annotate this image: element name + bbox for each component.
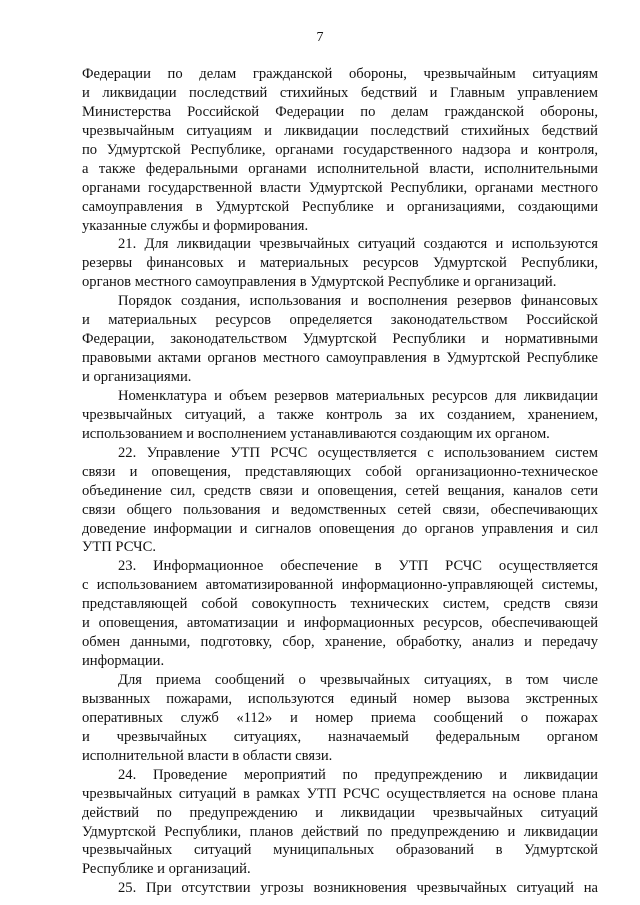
text-line: 22. Управление УТП РСЧС осуществляется с использованием систем (118, 444, 598, 461)
text-line: Республике и организаций. (82, 861, 251, 878)
text-line: Министерства Российской Федерации по делам гражданской обороны, (82, 103, 598, 120)
text-line: 24. Проведение мероприятий по предупреждению и ликвидации (118, 766, 598, 783)
text-line: органов местного самоуправления в Удмуртской Республике и организаций. (82, 274, 557, 291)
text-line: чрезвычайных ситуаций в рамках УТП РСЧС осуществляется на основе плана (82, 785, 598, 802)
text-line: объединение сил, средств связи и оповещения, сетей вещания, каналов сети (82, 482, 598, 499)
text-line: действий по предупреждению и ликвидации чрезвычайных ситуаций (82, 804, 598, 821)
text-line: и ликвидации последствий стихийных бедствий и Главным управлением (82, 84, 598, 101)
text-line: самоуправления в Удмуртской Республике и организациями, создающими (82, 198, 598, 215)
text-line: указанные службы и формирования. (82, 217, 309, 234)
document-text-body (82, 65, 598, 898)
text-line: правовыми актами органов местного самоуправления в Удмуртской Республике (82, 350, 598, 367)
text-line: исполнительной власти в области связи. (82, 747, 333, 764)
text-line: Удмуртской Республики, планов действий по предупреждению и ликвидации (82, 823, 598, 840)
page-number: 7 (316, 30, 324, 45)
text-line: вызванных пожарами, используются единый номер вызова экстренных (82, 690, 598, 707)
text-line: 21. Для ликвидации чрезвычайных ситуаций создаются и используются (118, 236, 598, 253)
text-line: Номенклатура и объем резервов материальных ресурсов для ликвидации (118, 387, 598, 404)
text-line: представляющей собой совокупность технических систем, средств связи (82, 596, 598, 613)
text-line: оперативных служб «112» и номер приема сообщений о пожарах (82, 709, 598, 726)
text-line: с использованием автоматизированной информационно-управляющей системы, (82, 577, 598, 594)
text-line: по Удмуртской Республике, органами государственного надзора и контроля, (82, 141, 598, 158)
text-line: органами государственной власти Удмуртской Республики, органами местного (82, 179, 598, 196)
text-line: и оповещения, автоматизации и информационных ресурсов, обеспечивающей (82, 615, 598, 632)
text-line: резервы финансовых и материальных ресурсов Удмуртской Республики, (82, 255, 598, 272)
text-line: Федерации по делам гражданской обороны, чрезвычайным ситуациям (82, 66, 598, 82)
text-line: Для приема сообщений о чрезвычайных ситуациях, в том числе (118, 672, 598, 688)
text-line: обмен данными, подготовку, сбор, хранение, обработку, анализ и передачу (82, 634, 598, 651)
text-line: доведение информации и сигналов оповещения до органов управления и сил (82, 520, 598, 537)
text-line: чрезвычайных ситуаций, а также контроль за их созданием, хранением, (82, 406, 598, 423)
text-line: 25. При отсутствии угрозы возникновения чрезвычайных ситуаций на (118, 880, 598, 897)
text-line: чрезвычайным ситуациям и ликвидации последствий стихийных бедствий (82, 122, 598, 139)
text-line: чрезвычайных ситуаций муниципальных образований в Удмуртской (82, 842, 598, 859)
text-line: 23. Информационное обеспечение в УТП РСЧС осуществляется (118, 558, 598, 575)
text-line: использованием и восполнением устанавливаются создающим их органом. (82, 425, 550, 442)
text-line: связи общего пользования и ведомственных сетей связи, обеспечивающих (82, 501, 598, 518)
text-line: УТП РСЧС. (82, 539, 156, 556)
text-line: и чрезвычайных ситуациях, назначаемый федеральным органом (82, 728, 598, 745)
text-line: Порядок создания, использования и восполнения резервов финансовых (118, 293, 598, 310)
text-line: и материальных ресурсов определяется законодательством Российской (82, 312, 598, 329)
text-line: а также федеральными органами исполнительной власти, исполнительными (82, 160, 598, 177)
text-line: информации. (82, 653, 165, 670)
text-line: связи и оповещения, представляющих собой организационно-техническое (82, 463, 598, 480)
text-line: и организациями. (82, 369, 192, 385)
text-line: Федерации, законодательством Удмуртской Республики и нормативными (82, 331, 598, 348)
